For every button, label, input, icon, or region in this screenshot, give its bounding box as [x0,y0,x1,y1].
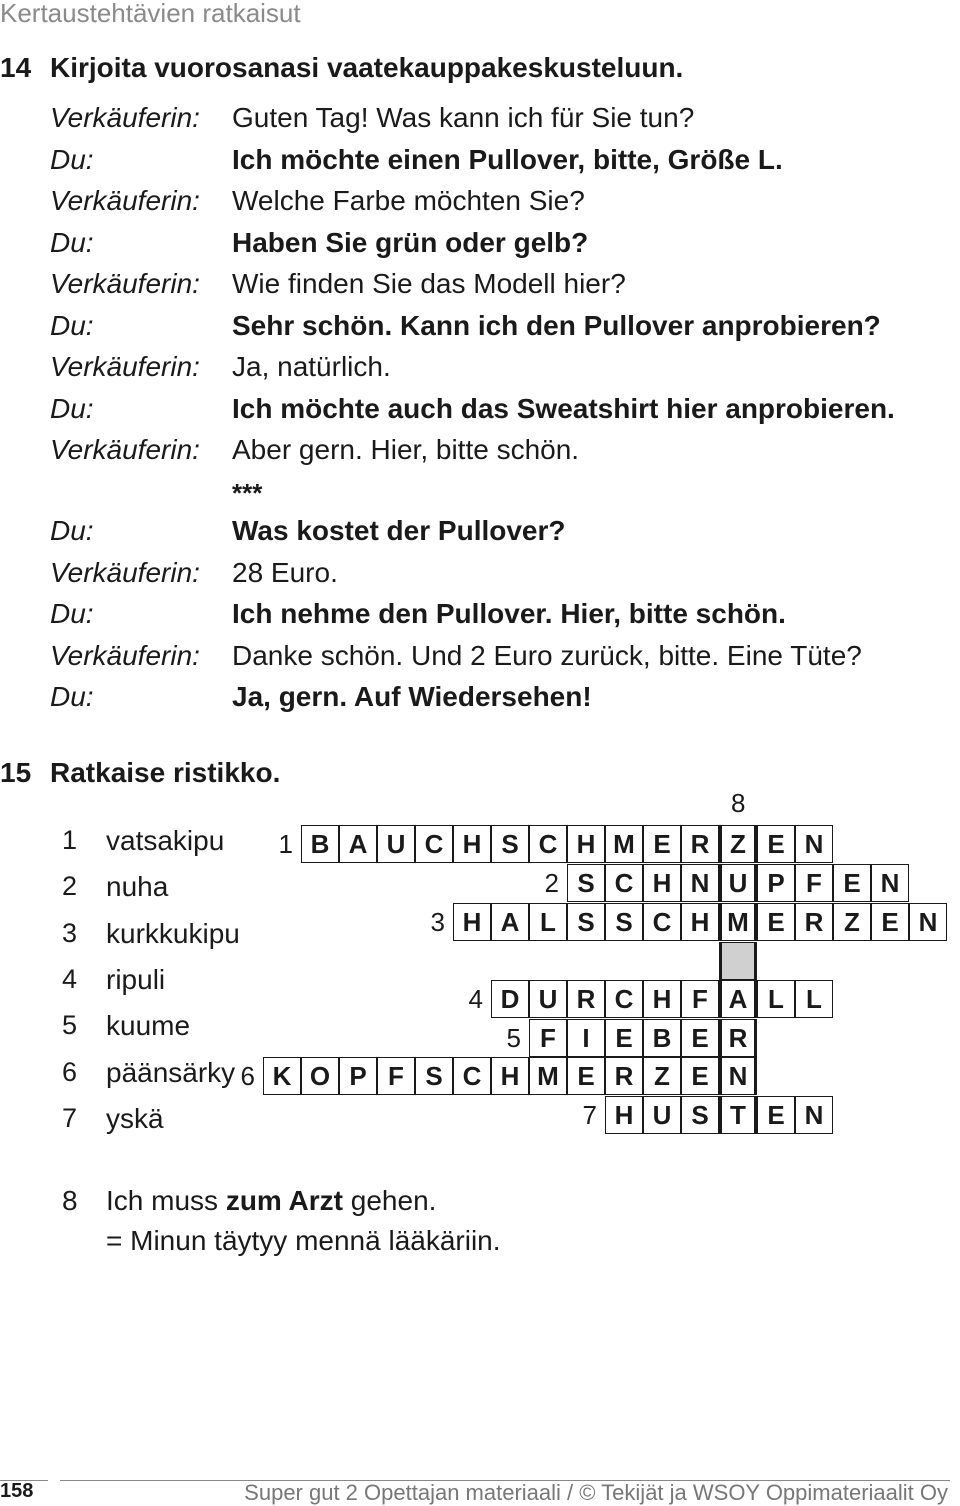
grid-cell: H [453,903,491,941]
dialogue-speaker: Du: [50,681,94,712]
clue-number: 6 [62,1056,78,1087]
grid-cell: H [567,825,605,863]
note-prefix: Ich muss [106,1185,226,1216]
grid-cell: R [681,825,719,863]
clue-number: 1 [62,825,78,855]
exercise-title: Kirjoita vuorosanasi vaatekauppakeskusteluun. [50,52,684,83]
note-sentence [106,1185,436,1217]
note-translation: = Minun täytyy mennä lääkäriin. [106,1225,501,1256]
grid-cell: R [567,980,605,1018]
grid-cell: A [339,825,377,863]
dialogue-speaker: Du: [50,598,94,629]
grid-cell: S [567,903,605,941]
dialogue-line: Ja, natürlich. [232,351,391,382]
dialogue-line: Wie finden Sie das Modell hier? [232,268,626,299]
grid-cell: L [757,980,795,1018]
grid-cell: N [719,1057,757,1095]
dialogue-line: Was kostet der Pullover? [232,515,566,546]
dialogue-speaker: Verkäuferin: [50,434,200,465]
dialogue-speaker: Verkäuferin: [50,556,200,588]
grid-cell: E [757,903,795,941]
grid-cell: H [643,864,681,902]
dialogue-line: Aber gern. Hier, bitte schön. [232,434,580,465]
dialogue-speaker: Verkäuferin: [50,639,200,671]
grid-cell: E [757,1096,795,1134]
dialogue-line: Ich möchte auch das Sweatshirt hier anprobieren. [232,392,895,424]
exercise-number: 14 [0,52,32,83]
grid-cell: E [605,1019,643,1057]
dialogue-line: Ja, gern. Auf Wiedersehen! [232,681,592,712]
exercise-14-heading [0,52,683,84]
dialogue-speaker: Verkäuferin: [50,351,200,382]
grid-cell: H [643,980,681,1018]
clue-word: nuha [106,871,169,903]
row-number: 5 [506,1023,521,1053]
grid-cell: U [529,980,567,1018]
grid-cell: Z [643,1057,681,1095]
grid-cell: C [529,825,567,863]
grid-cell: A [719,980,757,1018]
row-number: 1 [278,829,293,859]
grid-cell: B [301,825,339,863]
grid-cell: Z [833,903,871,941]
row-number: 2 [544,868,559,898]
dialogue-speaker: Du: [50,226,94,258]
row-number: 7 [582,1100,597,1130]
grid-cell: C [643,903,681,941]
grid-cell: E [681,1019,719,1057]
grid-cell: T [719,1096,757,1134]
dialogue-line: Sehr schön. Kann ich den Pullover anprobieren? [232,309,881,341]
grid-cell: M [719,903,757,941]
grid-cell: S [605,903,643,941]
grid-cell: Z [719,825,757,863]
grid-cell: C [605,980,643,1018]
footer-text: Super gut 2 Opettajan materiaali / © Tekijät ja WSOY Oppimateriaalit Oy [244,1480,948,1505]
clue-number: 2 [62,871,78,902]
grid-cell: N [795,1096,833,1134]
row-number: 3 [430,907,445,937]
grid-cell: H [681,903,719,941]
grid-cell: R [605,1057,643,1095]
grid-cell: D [491,980,529,1018]
grid-cell: F [795,864,833,902]
grid-cell: C [415,825,453,863]
clue-number: 7 [62,1102,78,1133]
grid-cell: I [567,1019,605,1057]
grid-cell: U [377,825,415,863]
grid-cell: O [301,1057,339,1095]
clue-word: päänsärky [106,1056,236,1088]
grid-cell: F [529,1019,567,1057]
grid-cell: C [605,864,643,902]
grid-cell: F [681,980,719,1018]
exercise-title: Ratkaise ristikko. [50,757,281,788]
grid-cell: H [453,825,491,863]
grid-cell: B [643,1019,681,1057]
clue-number: 3 [62,917,78,948]
shaded-cell [719,942,757,980]
grid-cell: S [491,825,529,863]
dialogue-speaker: Verkäuferin: [50,102,200,133]
grid-cell: K [263,1057,301,1095]
grid-cell: L [529,903,567,941]
grid-cell: M [605,825,643,863]
note-bold: zum Arzt [225,1185,343,1216]
grid-cell: N [871,864,909,902]
dialogue-speaker: Verkäuferin: [50,268,200,299]
grid-cell: S [415,1057,453,1095]
dialogue-separator: *** [232,478,263,508]
exercise-number: 15 [0,757,32,788]
note-number: 8 [62,1185,78,1216]
grid-cell: F [377,1057,415,1095]
grid-cell: A [491,903,529,941]
page-number: 158 [0,1480,34,1502]
clue-word: ripuli [106,963,166,995]
clue-word: kuume [106,1010,191,1042]
grid-cell: E [757,825,795,863]
clue-number: 5 [62,1010,78,1041]
dialogue-line: 28 Euro. [232,556,338,588]
clue-word: vatsakipu [106,825,225,856]
grid-cell: N [795,825,833,863]
grid-cell: E [681,1057,719,1095]
grid-cell: E [871,903,909,941]
grid-cell: H [491,1057,529,1095]
row-number: 6 [240,1061,255,1091]
dialogue-line: Haben Sie grün oder gelb? [232,226,589,258]
grid-cell: E [643,825,681,863]
dialogue-speaker: Verkäuferin: [50,185,200,216]
grid-cell: C [453,1057,491,1095]
dialogue-speaker: Du: [50,392,94,424]
clue-word: yskä [106,1102,164,1134]
note-suffix: gehen. [343,1185,437,1216]
dialogue-line: Ich möchte einen Pullover, bitte, Größe L. [232,143,783,175]
grid-cell: E [567,1057,605,1095]
grid-cell: U [643,1096,681,1134]
grid-cell: N [909,903,947,941]
grid-cell: R [795,903,833,941]
grid-cell: M [529,1057,567,1095]
row-number: 4 [468,984,483,1014]
exercise-15-heading [0,757,280,789]
grid-cell: H [605,1096,643,1134]
clue-number: 4 [62,963,78,994]
dialogue-speaker: Du: [50,143,94,175]
grid-cell: R [719,1019,757,1057]
grid-cell: L [795,980,833,1018]
column-number: 8 [731,788,746,818]
dialogue-speaker: Du: [50,309,94,341]
clue-word: kurkkukipu [106,917,240,949]
dialogue-line: Ich nehme den Pullover. Hier, bitte schön. [232,598,786,629]
grid-cell: E [833,864,871,902]
grid-cell: P [757,864,795,902]
grid-cell: P [339,1057,377,1095]
grid-cell: S [567,864,605,902]
dialogue-speaker: Du: [50,515,94,546]
grid-cell: S [681,1096,719,1134]
page-header-title: Kertaustehtävien ratkaisut [0,0,301,28]
grid-cell: N [681,864,719,902]
grid-cell: U [719,864,757,902]
dialogue-line: Danke schön. Und 2 Euro zurück, bitte. Eine Tüte? [232,639,862,671]
dialogue-line: Guten Tag! Was kann ich für Sie tun? [232,102,695,133]
dialogue-line: Welche Farbe möchten Sie? [232,185,585,216]
